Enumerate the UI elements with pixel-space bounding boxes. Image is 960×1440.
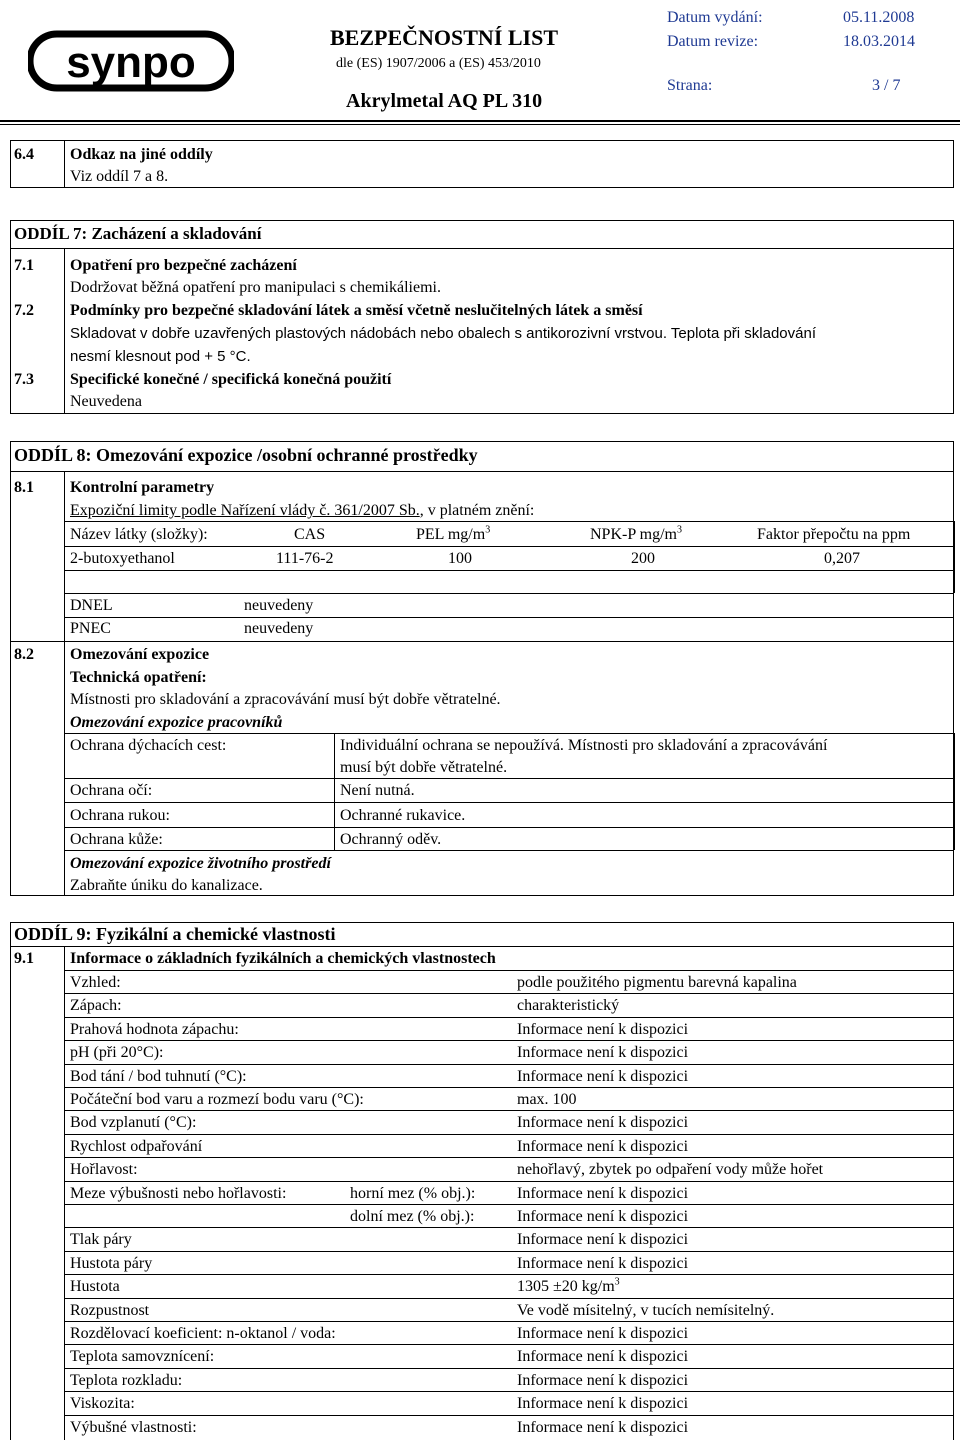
property-value: Informace není k dispozici: [517, 1419, 689, 1436]
row-rule: [64, 1298, 954, 1299]
table-cell: 2-butoxyethanol: [70, 550, 175, 567]
property-value: 1305 ±20 $kg/m^3$: [517, 1276, 620, 1295]
section-divider: [64, 946, 65, 1440]
property-label: Rozdělovací koeficient: n-oktanol / voda:: [70, 1325, 336, 1342]
page-label: Strana:: [667, 77, 713, 94]
issue-date-value: 05.11.2008: [843, 9, 915, 26]
hand-protection-value: Ochranné rukavice.: [340, 807, 466, 824]
respiratory-protection-value-line1: Individuální ochrana se nepoužívá. Místnosti pro skladování a zpracovávání: [340, 737, 828, 754]
section-8-1-title: Kontrolní parametry: [70, 479, 215, 496]
property-value: Informace není k dispozici: [517, 1021, 689, 1038]
exposure-limits-link[interactable]: Expoziční limity podle Nařízení vlády č. 361/2007 Sb.: [70, 502, 420, 519]
section-number: 7.2: [14, 302, 34, 319]
property-sublabel: dolní mez (% obj.):: [350, 1208, 475, 1225]
property-label: Zápach:: [70, 997, 122, 1014]
exposure-limits-text: Expoziční limity podle Nařízení vlády č. 361/2007 Sb., v platném znění:: [70, 502, 535, 519]
property-label: Rychlost odpařování: [70, 1138, 203, 1155]
section-6-4-text: Viz oddíl 7 a 8.: [70, 168, 169, 185]
section-number: 7.3: [14, 371, 34, 388]
property-label: Prahová hodnota zápachu:: [70, 1021, 239, 1038]
property-label: Bod vzplanutí (°C):: [70, 1114, 197, 1131]
section-number: 7.1: [14, 257, 34, 274]
dnel-label: DNEL: [70, 597, 113, 614]
property-label: Meze výbušnosti nebo hořlavosti:: [70, 1185, 287, 1202]
property-label: Bod tání / bod tuhnutí (°C):: [70, 1068, 247, 1085]
section-8-title-rule: [10, 471, 954, 472]
section-7-3-title: Specifické konečné / specifická konečná použití: [70, 371, 392, 388]
property-label: Rozpustnost: [70, 1302, 150, 1319]
property-label: Hustota páry: [70, 1255, 153, 1272]
row-rule: [64, 1204, 954, 1205]
table-header: NPK-P $mg/m^3$: [590, 524, 682, 543]
row-rule: [64, 1391, 954, 1392]
product-name: Akrylmetal AQ PL 310: [346, 90, 543, 112]
section-divider: [64, 471, 65, 896]
svg-text:synpo: synpo: [66, 38, 196, 87]
pnec-label: PNEC: [70, 620, 111, 637]
hand-protection-label: Ochrana rukou:: [70, 807, 170, 824]
property-label: Viskozita:: [70, 1395, 135, 1412]
eye-protection-value: Není nutná.: [340, 782, 415, 799]
section-9-title: ODDÍL 9: Fyzikální a chemické vlastnosti: [14, 924, 336, 944]
skin-protection-value: Ochranný oděv.: [340, 831, 442, 848]
property-value: Informace není k dispozici: [517, 1325, 689, 1342]
property-label: Teplota rozkladu:: [70, 1372, 183, 1389]
row-rule: [64, 1274, 954, 1275]
row-rule: [64, 1415, 954, 1416]
row-rule: [64, 1040, 954, 1041]
property-value: podle použitého pigmentu barevná kapalina: [517, 974, 797, 991]
row-rule: [64, 970, 954, 971]
doc-title: BEZPEČNOSTNÍ LIST: [330, 25, 559, 50]
property-value: Informace není k dispozici: [517, 1044, 689, 1061]
property-value: Informace není k dispozici: [517, 1138, 689, 1155]
section-7-1-text: Dodržovat běžná opatření pro manipulaci s chemikáliemi.: [70, 279, 441, 296]
synpo-logo: [28, 30, 234, 92]
section-number: 6.4: [14, 146, 34, 163]
table-cell: 111-76-2: [276, 550, 334, 567]
property-label: Hořlavost:: [70, 1161, 138, 1178]
property-value: max. 100: [517, 1091, 577, 1108]
row-rule: [64, 1227, 954, 1228]
issue-date-label: Datum vydání:: [667, 9, 763, 26]
section-8-2-title: Omezování expozice: [70, 646, 210, 663]
revision-date-value: 18.03.2014: [843, 33, 915, 50]
header-rule-thin: [0, 124, 960, 125]
row-rule: [64, 993, 954, 994]
property-value: Informace není k dispozici: [517, 1395, 689, 1412]
table-header: PEL $mg/m^3$: [416, 524, 491, 543]
table-header: CAS: [294, 526, 326, 543]
skin-protection-label: Ochrana kůže:: [70, 831, 163, 848]
section-7-1-title: Opatření pro bezpečné zacházení: [70, 257, 297, 274]
table-cell: 0,207: [824, 550, 860, 567]
property-label: Hustota: [70, 1278, 120, 1295]
section-divider: [64, 140, 65, 188]
environment-exposure-title: Omezování expozice životního prostředí: [70, 855, 331, 872]
section-divider: [64, 248, 65, 414]
property-value: Informace není k dispozici: [517, 1114, 689, 1131]
table-header: Název látky (složky):: [70, 526, 208, 543]
row-rule: [64, 1251, 954, 1252]
property-sublabel: horní mez (% obj.):: [350, 1185, 476, 1202]
property-value: Informace není k dispozici: [517, 1231, 689, 1248]
section-7-2-text-line2: nesmí klesnout pod + 5 °C.: [70, 348, 251, 365]
property-value: Informace není k dispozici: [517, 1208, 689, 1225]
property-value: Ve vodě mísitelný, v tucích nemísitelný.: [517, 1302, 775, 1319]
section-number: 9.1: [14, 950, 34, 967]
table-header: Faktor přepočtu na ppm: [757, 526, 911, 543]
respiratory-protection-value-line2: musí být dobře větratelné.: [340, 759, 508, 776]
worker-exposure-title: Omezování expozice pracovníků: [70, 714, 283, 731]
property-label: pH (při 20°C):: [70, 1044, 164, 1061]
section-7-title: ODDÍL 7: Zacházení a skladování: [14, 224, 262, 243]
section-8-title: ODDÍL 8: Omezování expozice /osobní ochranné prostředky: [14, 445, 478, 465]
section-7-2-text-line1: Skladovat v dobře uzavřených plastových nádobách nebo obalech s antikorozivní vrstvou. Teplota při skladování: [70, 325, 817, 342]
section-7-title-rule: [10, 248, 954, 249]
environment-exposure-text: Zabraňte úniku do kanalizace.: [70, 877, 263, 894]
property-label: Počáteční bod varu a rozmezí bodu varu (°C):: [70, 1091, 364, 1108]
table-cell: 100: [448, 550, 472, 567]
property-label: Výbušné vlastnosti:: [70, 1419, 197, 1436]
property-label: Teplota samovznícení:: [70, 1348, 215, 1365]
technical-measures-text: Místnosti pro skladování a zpracovávání musí být dobře větratelné.: [70, 691, 501, 708]
section-7-2-title: Podmínky pro bezpečné skladování látek a směsí včetně neslučitelných látek a směsí: [70, 302, 643, 319]
regulation: dle (ES) 1907/2006 a (ES) 453/2010: [336, 56, 541, 71]
row-rule: [64, 1110, 954, 1111]
pnec-value: neuvedeny: [244, 620, 314, 637]
dnel-value: neuvedeny: [244, 597, 314, 614]
technical-measures-title: Technická opatření:: [70, 669, 207, 686]
header-rule: [0, 120, 960, 122]
property-label: Vzhled:: [70, 974, 121, 991]
section-number: 8.2: [14, 646, 34, 663]
property-label: Tlak páry: [70, 1231, 132, 1248]
property-value: Informace není k dispozici: [517, 1185, 689, 1202]
section-6-4-title: Odkaz na jiné oddíly: [70, 146, 213, 163]
row-rule: [64, 1368, 954, 1369]
section-7-3-text: Neuvedena: [70, 393, 142, 410]
property-value: Informace není k dispozici: [517, 1372, 689, 1389]
property-value: nehořlavý, zbytek po odpaření vody může hořet: [517, 1161, 824, 1178]
respiratory-protection-label: Ochrana dýchacích cest:: [70, 737, 227, 754]
property-value: Informace není k dispozici: [517, 1348, 689, 1365]
page-number: 3 / 7: [872, 77, 901, 94]
property-value: charakteristický: [517, 997, 620, 1014]
table-cell: 200: [631, 550, 655, 567]
eye-protection-label: Ochrana očí:: [70, 782, 153, 799]
section-number: 8.1: [14, 479, 34, 496]
property-value: Informace není k dispozici: [517, 1255, 689, 1272]
section-9-1-title: Informace o základních fyzikálních a chemických vlastnostech: [70, 950, 496, 967]
property-value: Informace není k dispozici: [517, 1068, 689, 1085]
revision-date-label: Datum revize:: [667, 33, 759, 50]
